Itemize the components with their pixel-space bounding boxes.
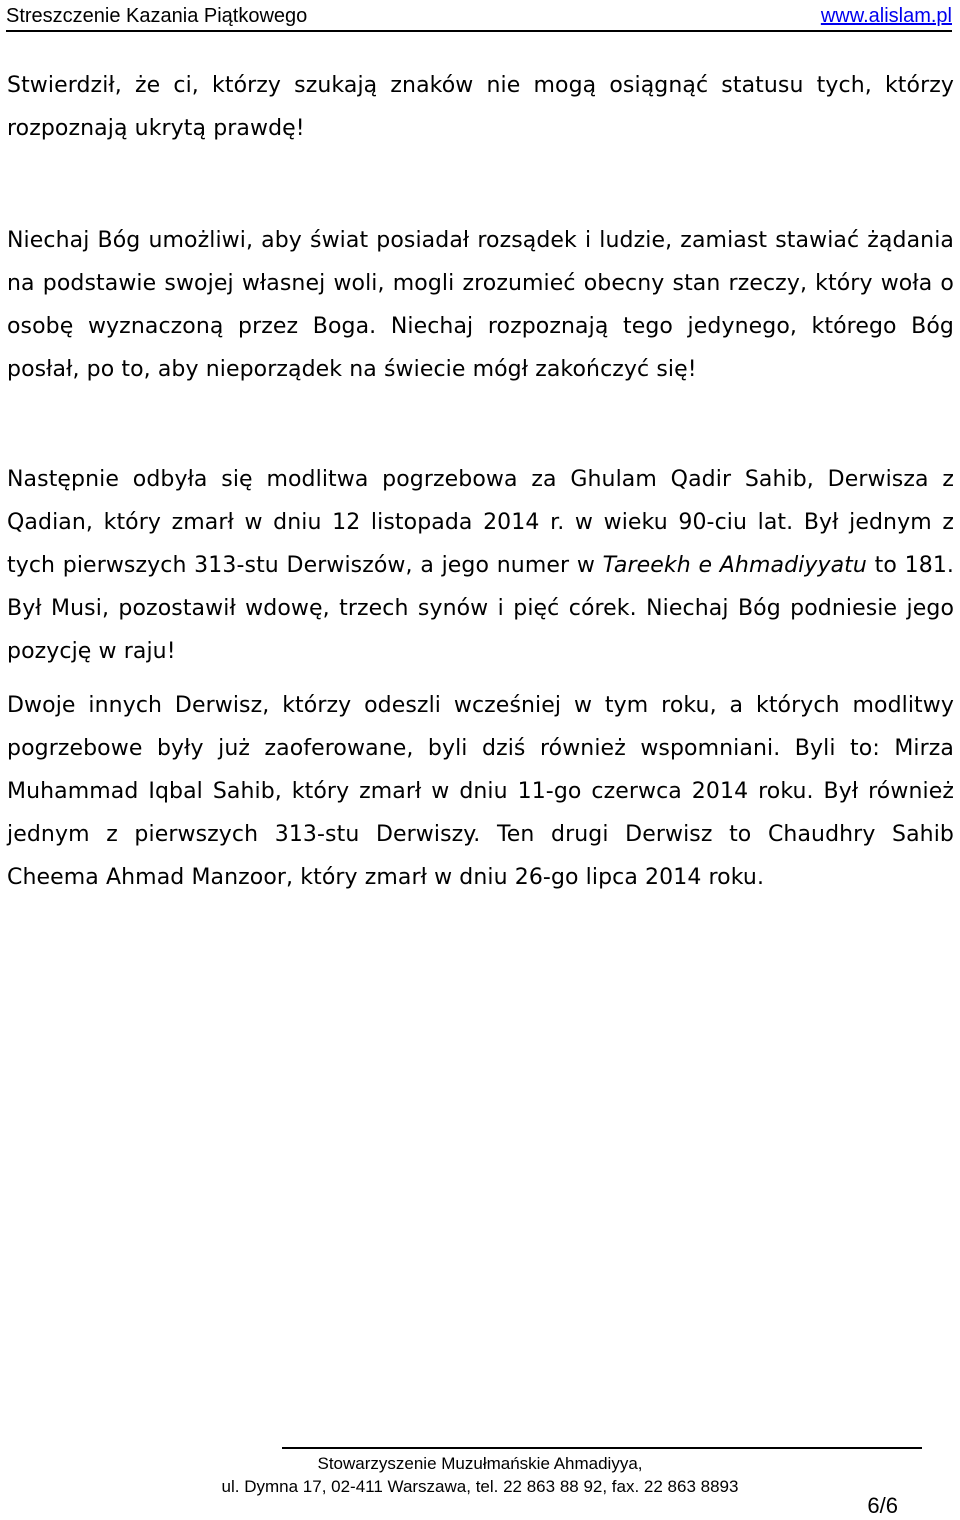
paragraph-1 bbox=[7, 64, 954, 150]
italic-title: Tareekh e Ahmadiyyatu bbox=[602, 553, 867, 578]
footer-divider bbox=[282, 1447, 922, 1449]
paragraph-4 bbox=[7, 684, 954, 899]
document-title: Streszczenie Kazania Piątkowego bbox=[6, 5, 308, 27]
paragraph-text: Niechaj Bóg umożliwi, aby świat posiadał rozsądek i ludzie, zamiast stawiać żądania na podstawie swojej własnej woli, mogli zrozumieć obecny stan rzeczy, który woła o osobę wyznaczoną przez Boga. Niechaj rozpoznają tego jedynego, którego Bóg posłał, po to, aby nieporządek na świecie mógł zakończyć się! bbox=[7, 228, 954, 382]
paragraph-text bbox=[7, 458, 954, 673]
paragraph-text-part: Następnie odbyła się modlitwa pogrzebowa za Ghulam Qadir Sahib, Derwisza z Qadian, który zmarł w dniu 12 listopada 2014 r. w wieku 90-ciu lat. Był jednym z tych pierwszych 313-stu Derwiszów, a jego numer w bbox=[7, 467, 954, 578]
footer-organization: Stowarzyszenie Muzułmańskie Ahmadiyya, bbox=[317, 1454, 643, 1473]
paragraph-2 bbox=[7, 219, 954, 391]
paragraph-text: Stwierdził, że ci, którzy szukają znaków nie mogą osiągnąć statusu tych, którzy rozpoznają ukrytą prawdę! bbox=[7, 73, 954, 141]
paragraph-3 bbox=[7, 458, 954, 673]
footer-address: ul. Dymna 17, 02-411 Warszawa, tel. 22 863 88 92, fax. 22 863 8893 bbox=[221, 1477, 739, 1496]
paragraph-text: Dwoje innych Derwisz, którzy odeszli wcześniej w tym roku, a których modlitwy pogrzebowe były już zaoferowane, byli dziś również wspomniani. Byli to: Mirza Muhammad Iqbal Sahib, który zmarł w dniu 11-go czerwca 2014 roku. Był również jednym z pierwszych 313-stu Derwiszy. Ten drugi Derwisz to Chaudhry Sahib Cheema Ahmad Manzoor, który zmarł w dniu 26-go lipca 2014 roku. bbox=[7, 693, 954, 890]
website-link[interactable]: www.alislam.pl bbox=[820, 5, 952, 27]
paragraph-text-part: to 181. Był Musi, pozostawił wdowę, trzech synów i pięć córek. Niechaj Bóg podniesie jego pozycję w raju! bbox=[7, 553, 955, 664]
page-footer bbox=[160, 1452, 800, 1498]
page-number: 6/6 bbox=[867, 1493, 898, 1518]
page-header bbox=[6, 4, 952, 32]
